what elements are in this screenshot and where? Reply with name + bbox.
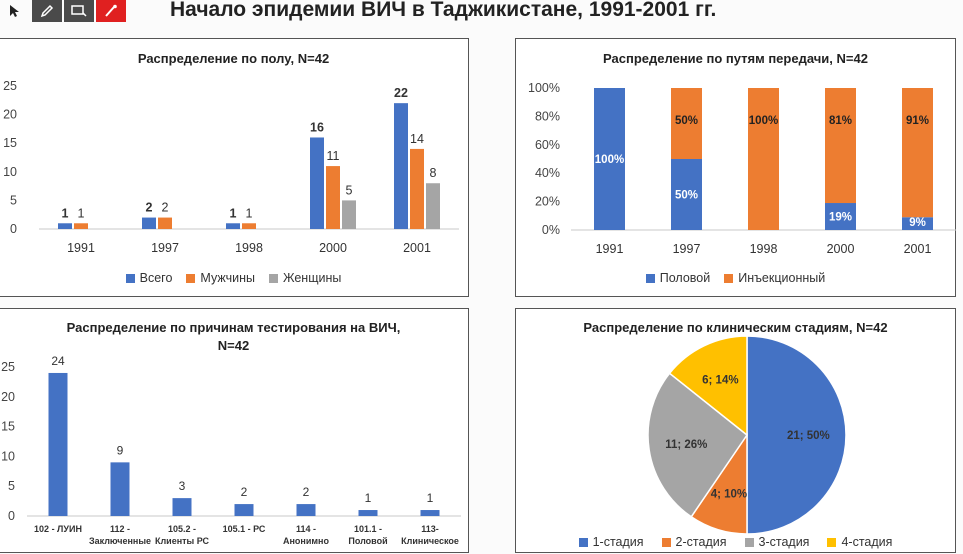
x-tick-label: 1991 (595, 242, 624, 256)
legend-label: 4-стадия (841, 535, 893, 549)
data-label: 1 (245, 206, 253, 221)
data-label: 5 (345, 183, 353, 198)
data-label: 1 (364, 491, 372, 506)
y-tick-label: 15 (3, 136, 17, 151)
legend-swatch (745, 538, 754, 547)
legend-swatch (186, 274, 195, 283)
legend-label: Половой (659, 271, 711, 285)
chart-title: Распределение по клиническим стадиям, N=42 (583, 320, 888, 335)
bar (359, 510, 378, 516)
x-tick-label: 2000 (319, 241, 347, 255)
bar (49, 373, 68, 516)
y-tick-label: 0% (541, 223, 560, 237)
legend-item (646, 271, 710, 285)
data-label: 100% (594, 154, 625, 166)
pen-tool-button[interactable] (32, 0, 62, 22)
chart-panel-transmission (515, 38, 956, 297)
data-label: 81% (828, 115, 853, 127)
legend-swatch (827, 538, 836, 547)
bar (242, 223, 256, 229)
chart-legend (516, 271, 955, 285)
data-label: 8 (429, 166, 437, 181)
y-tick-label: 10 (1, 449, 15, 464)
laser-pointer-button[interactable] (96, 0, 126, 22)
y-tick-label: 25 (3, 79, 17, 93)
legend-label: Женщины (282, 271, 342, 285)
x-tick-label: 2001 (403, 241, 431, 255)
bar (326, 166, 340, 229)
y-tick-label: 60% (534, 137, 560, 152)
legend-item (724, 271, 825, 285)
data-label: 3 (178, 479, 186, 494)
laser-pointer-icon (103, 4, 119, 18)
data-label: 9 (116, 443, 124, 458)
gender-bar-chart (0, 39, 470, 298)
chart-title-line: N=42 (217, 338, 250, 353)
chart-panel-gender (0, 38, 469, 297)
bar (111, 462, 130, 516)
data-label: 2 (161, 200, 169, 215)
x-tick-label: 113- (421, 524, 439, 534)
legend-swatch (724, 274, 733, 283)
x-tick-label: 1997 (151, 241, 179, 255)
x-tick-label: 2000 (826, 242, 855, 256)
data-label: 50% (674, 189, 699, 202)
y-tick-label: 100% (528, 81, 560, 95)
legend-item (186, 271, 255, 285)
bar (58, 223, 72, 229)
y-tick-label: 0 (10, 222, 17, 236)
data-label: 16 (310, 120, 324, 135)
legend-item (269, 271, 341, 285)
data-label: 91% (905, 115, 930, 127)
y-tick-label: 80% (534, 109, 560, 124)
legend-swatch (646, 274, 655, 283)
data-label: 11; 26% (665, 439, 708, 452)
y-tick-label: 15 (1, 419, 15, 434)
data-label: 1 (77, 206, 85, 221)
legend-label: 3-стадия (758, 535, 810, 549)
data-label: 19% (828, 211, 853, 224)
bar-segment (902, 88, 933, 217)
bar (421, 510, 440, 516)
bar (394, 103, 408, 229)
data-label: 21; 50% (786, 430, 830, 442)
y-tick-label: 5 (10, 193, 17, 208)
x-tick-label: 2001 (903, 242, 932, 256)
chart-panel-testing-reasons (0, 308, 469, 553)
bar (297, 504, 316, 516)
data-label: 11 (326, 149, 340, 164)
pointer-arrow-icon (8, 4, 22, 18)
data-label: 14 (410, 131, 424, 146)
testing-reasons-bar-chart (0, 309, 470, 554)
y-tick-label: 40% (534, 166, 560, 181)
x-tick-label: 102 - ЛУИН (34, 524, 82, 534)
x-tick-label: 1998 (749, 242, 778, 256)
legend-swatch (579, 538, 588, 547)
x-tick-label: Клиенты РС (154, 536, 210, 546)
legend-item (126, 271, 173, 285)
data-label: 6; 14% (702, 374, 739, 387)
legend-label: Всего (139, 271, 173, 285)
x-tick-label: 101.1 - (353, 524, 383, 534)
pointer-tool-button[interactable] (0, 0, 30, 22)
chart-panel-clinical-stages (515, 308, 956, 553)
x-tick-label: 1997 (672, 242, 701, 256)
slides-overview-button[interactable] (64, 0, 94, 22)
bar (173, 498, 192, 516)
y-tick-label: 5 (8, 479, 15, 494)
data-label: 100% (748, 115, 779, 127)
bar-segment (825, 88, 856, 203)
y-tick-label: 20 (3, 107, 17, 122)
data-label: 24 (51, 353, 65, 368)
x-tick-label: 1998 (235, 241, 263, 255)
data-label: 9% (909, 217, 926, 229)
data-label: 1 (61, 206, 69, 221)
bar (310, 137, 324, 229)
legend-swatch (662, 538, 671, 547)
x-tick-label: Половой (348, 536, 388, 546)
x-tick-label: 114 - (295, 524, 317, 534)
legend-label: 1-стадия (592, 535, 644, 549)
transmission-stacked-chart (516, 39, 957, 298)
x-tick-label: 1991 (67, 241, 95, 255)
chart-legend (0, 271, 468, 285)
chart-title: Распределение по полу, N=42 (137, 51, 330, 66)
legend-label: Мужчины (200, 271, 255, 285)
legend-label: 2-стадия (675, 535, 727, 549)
y-tick-label: 10 (3, 164, 17, 179)
bar (158, 218, 172, 229)
clinical-stages-pie-chart (516, 309, 957, 554)
bar (142, 218, 156, 229)
data-label: 4; 10% (710, 488, 748, 501)
legend-swatch (126, 274, 135, 283)
y-tick-label: 0 (8, 509, 15, 523)
slides-icon (71, 4, 87, 18)
bar (426, 183, 440, 229)
x-tick-label: Анонимно (283, 536, 329, 546)
presentation-toolbar (0, 0, 128, 22)
data-label: 1 (229, 206, 237, 221)
bar (342, 200, 356, 229)
bar (235, 504, 254, 516)
chart-title: Распределение по путям передачи, N=42 (603, 51, 868, 66)
chart-title-line: Распределение по причинам тестирования на ВИЧ, (66, 320, 401, 335)
pen-icon (40, 4, 54, 18)
data-label: 2 (302, 485, 310, 500)
legend-swatch (269, 274, 278, 283)
legend-label: Инъекционный (738, 271, 826, 285)
y-tick-label: 20 (1, 389, 15, 404)
y-tick-label: 25 (1, 360, 15, 374)
x-tick-label: 112 - (109, 524, 131, 534)
bar (74, 223, 88, 229)
bar-segment (748, 88, 779, 230)
page-title: Начало эпидемии ВИЧ в Таджикистане, 1991-2001 гг. (170, 0, 717, 21)
x-tick-label: Заключенные (88, 536, 152, 546)
bar (410, 149, 424, 229)
data-label: 2 (240, 485, 248, 500)
data-label: 2 (145, 200, 153, 215)
x-tick-label: 105.1 - РС (222, 524, 266, 534)
x-tick-label: 105.2 - (167, 524, 197, 534)
x-tick-label: Клиническое (401, 536, 459, 546)
bar (226, 223, 240, 229)
data-label: 1 (426, 491, 434, 506)
data-label: 22 (394, 86, 408, 101)
y-tick-label: 20% (534, 194, 560, 209)
data-label: 50% (674, 115, 699, 127)
